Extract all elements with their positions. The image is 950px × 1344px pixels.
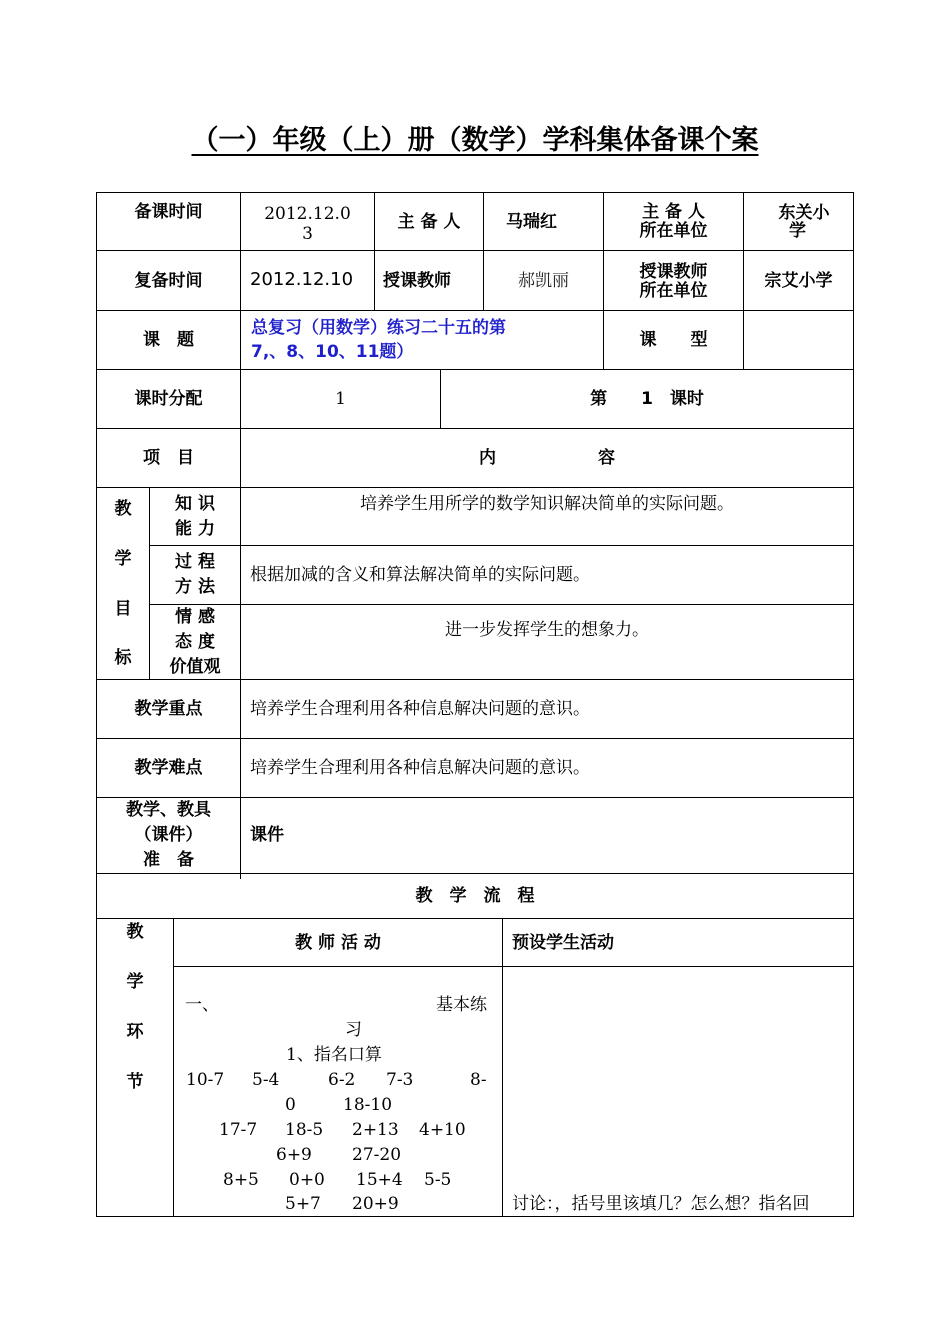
teacher-line: 15+4 xyxy=(356,1170,403,1190)
process-label-1: 过 程 xyxy=(175,552,215,572)
flow-char-2: 学 xyxy=(126,972,144,992)
flow-title: 教 学 流 程 xyxy=(415,886,535,906)
teacher-line: 8- xyxy=(470,1070,487,1090)
objectives-char-1: 教 xyxy=(114,499,132,519)
teacher-line: 5+7 xyxy=(285,1194,321,1214)
main-preparer-label: 主 备 人 xyxy=(397,212,461,232)
flow-char-3: 环 xyxy=(126,1022,144,1042)
tools-label-2: （课件） xyxy=(134,825,203,845)
teacher-label: 授课教师 xyxy=(383,271,451,291)
topic-label: 课 题 xyxy=(143,330,194,350)
objectives-char-3: 目 xyxy=(114,599,132,619)
teacher-activity-header: 教 师 活 动 xyxy=(295,933,381,953)
main-unit-value-2: 学 xyxy=(789,221,806,241)
knowledge-text: 培养学生用所学的数学知识解决简单的实际问题。 xyxy=(360,494,734,514)
teacher-unit-label-2: 所在单位 xyxy=(639,281,708,301)
review-time-value: 2012.12.10 xyxy=(250,269,354,290)
teacher-value: 郝凯丽 xyxy=(518,271,569,291)
flow-char-4: 节 xyxy=(126,1072,144,1092)
student-activity-text: 讨论：，括号里该填几？怎么想？指名回 xyxy=(512,1194,810,1214)
teacher-line: 6-2 xyxy=(328,1070,356,1090)
topic-value-2: 7,、8、10、11题） xyxy=(251,342,414,362)
student-activity-header: 预设学生活动 xyxy=(512,933,614,953)
teacher-unit-value: 宗艾小学 xyxy=(764,271,833,291)
process-label-2: 方 法 xyxy=(175,577,215,597)
teacher-line: 0+0 xyxy=(289,1170,325,1190)
teacher-line: 18-10 xyxy=(343,1095,393,1115)
process-text: 根据加减的含义和算法解决简单的实际问题。 xyxy=(250,565,590,585)
tools-label-1: 教学、教具 xyxy=(126,800,211,820)
teacher-line: 习 xyxy=(345,1020,362,1040)
topic-value-1: 总复习（用数学）练习二十五的第 xyxy=(251,318,506,338)
knowledge-label-1: 知 识 xyxy=(175,494,215,514)
emotion-text: 进一步发挥学生的想象力。 xyxy=(445,620,649,640)
review-time-label: 复备时间 xyxy=(134,271,203,291)
content-header: 内 容 xyxy=(479,448,615,468)
teacher-unit-label-1: 授课教师 xyxy=(639,262,708,282)
type-label: 课 型 xyxy=(639,330,708,350)
teacher-line: 一、 xyxy=(185,995,219,1015)
objectives-char-2: 学 xyxy=(114,549,132,569)
teacher-line: 10-7 xyxy=(186,1070,225,1090)
teacher-line: 基本练 xyxy=(436,995,487,1015)
difficulty-text: 培养学生合理利用各种信息解决问题的意识。 xyxy=(250,758,590,778)
tools-text: 课件 xyxy=(250,825,284,845)
knowledge-label-2: 能 力 xyxy=(175,519,215,539)
key-point-label: 教学重点 xyxy=(134,699,203,719)
emotion-label-1: 情 感 xyxy=(175,607,215,627)
teacher-line: 18-5 xyxy=(285,1120,324,1140)
key-point-text: 培养学生合理利用各种信息解决问题的意识。 xyxy=(250,699,590,719)
prep-time-value-1: 2012.12.0 xyxy=(264,204,351,224)
objectives-char-4: 标 xyxy=(114,648,132,668)
teacher-line: 4+10 xyxy=(419,1120,466,1140)
teacher-line: 27-20 xyxy=(352,1145,402,1165)
teacher-line: 17-7 xyxy=(219,1120,258,1140)
difficulty-label: 教学难点 xyxy=(134,758,203,778)
page-title: （一）年级（上）册（数学）学科集体备课个案 xyxy=(191,125,759,156)
teacher-line: 8+5 xyxy=(223,1170,259,1190)
item-header: 项 目 xyxy=(143,448,194,468)
main-unit-label-1: 主 备 人 xyxy=(642,202,705,222)
prep-time-value-2: 3 xyxy=(302,224,313,244)
teacher-line: 2+13 xyxy=(352,1120,399,1140)
teacher-line: 5-5 xyxy=(424,1170,452,1190)
period-label: 课时分配 xyxy=(134,389,203,409)
teacher-line: 6+9 xyxy=(276,1145,312,1165)
main-unit-label-2: 所在单位 xyxy=(639,221,708,241)
teacher-line: 5-4 xyxy=(252,1070,280,1090)
tools-label-3: 准 备 xyxy=(143,850,194,870)
period-value: 1 xyxy=(335,389,346,409)
flow-char-1: 教 xyxy=(126,922,144,942)
main-unit-value-1: 东关小 xyxy=(778,203,830,223)
teacher-line: 1、指名口算 xyxy=(286,1045,382,1065)
emotion-label-3: 价值观 xyxy=(169,657,221,677)
teacher-line: 20+9 xyxy=(352,1194,399,1214)
emotion-label-2: 态 度 xyxy=(175,632,215,652)
period-which: 第 1 课时 xyxy=(590,389,704,409)
teacher-line: 0 xyxy=(285,1095,296,1115)
teacher-line: 7-3 xyxy=(386,1070,414,1090)
prep-time-label: 备课时间 xyxy=(134,202,203,222)
main-preparer-value: 马瑞红 xyxy=(506,212,557,232)
